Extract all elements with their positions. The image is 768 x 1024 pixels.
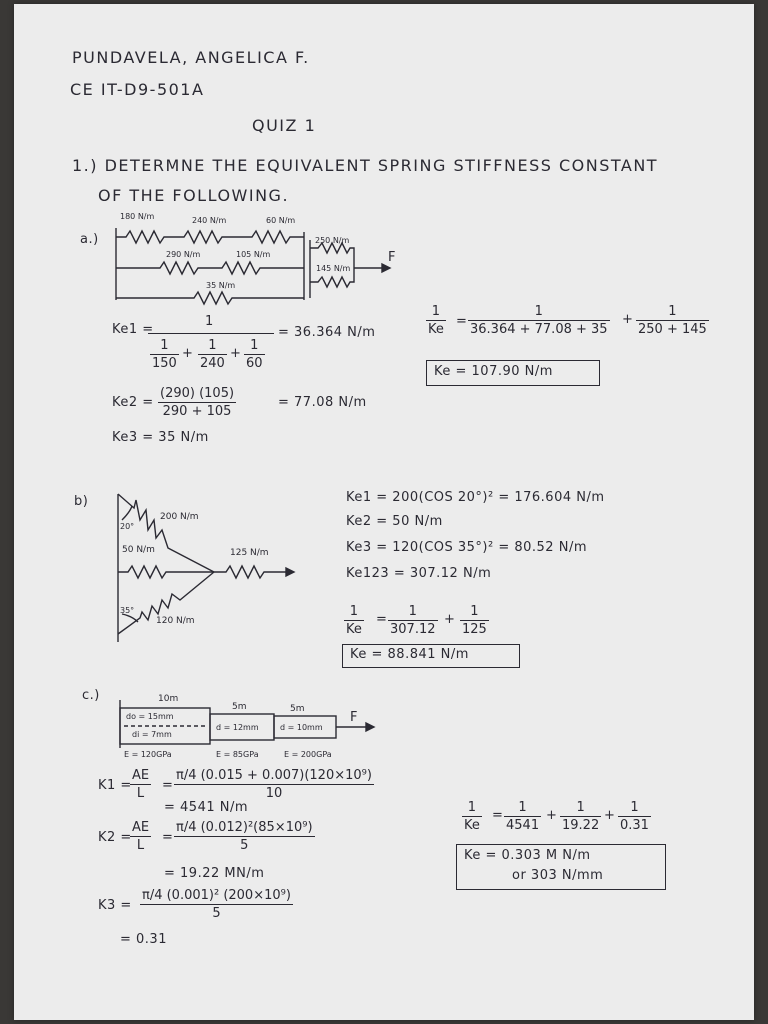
a-eq-term-1: $\frac{1}{36.364 + 77.08 + 35}$ (470, 304, 608, 337)
k1-fraction: $\frac{\text{π/4 (0.015 + 0.007)(120×10⁹)}}{10}$ (176, 768, 372, 801)
angle-label-b2: 35° (120, 606, 135, 615)
ke1-term-1: $\frac{1}{150}$ (152, 338, 177, 371)
modulus-1: E = 120GPa (124, 750, 172, 759)
b-line-4: Ke123 = 307.12 N/m (346, 566, 492, 581)
quiz-title: QUIZ 1 (252, 116, 317, 135)
plus-sign: + (444, 612, 456, 627)
ke1-numerator: 1 (205, 314, 214, 329)
spring-label-a3: 60 N/m (266, 216, 296, 225)
ke1-result: = 36.364 N/m (278, 325, 376, 340)
plus-sign: + (622, 312, 634, 327)
ke2-fraction: $\frac{(290) (105)}{290 + 105}$ (160, 386, 235, 419)
problem-line-1: 1.) DETERMNE THE EQUIVALENT SPRING STIFFNESS CONSTANT (72, 156, 659, 175)
k1-lhs: K1 = (98, 778, 132, 793)
seg1-outer-diameter: do = 15mm (126, 712, 174, 721)
k1-ae-over-l: $\frac{AE}{L}$ (132, 768, 150, 801)
k3-result: = 0.31 (120, 932, 167, 947)
answer-b: Ke = 88.841 N/m (350, 647, 469, 662)
spring-label-b1: 200 N/m (160, 512, 199, 522)
modulus-2: E = 85GPa (216, 750, 259, 759)
ke1-term-2: $\frac{1}{240}$ (200, 338, 225, 371)
spring-label-a6: 105 N/m (236, 250, 271, 259)
answer-c-line-2: or 303 N/mm (512, 868, 604, 883)
plus-sign: + (230, 346, 242, 361)
k3-fraction: $\frac{\text{π/4 (0.001)² (200×10⁹)}}{5}$ (142, 888, 291, 921)
equals-sign: = (162, 778, 174, 793)
spring-label-a1: 180 N/m (120, 212, 155, 221)
answer-a: Ke = 107.90 N/m (434, 364, 553, 379)
spring-label-a8: 35 N/m (206, 281, 236, 290)
spring-label-b3: 125 N/m (230, 548, 269, 558)
angle-label-b1: 20° (120, 522, 135, 531)
equals-sign: = (456, 314, 468, 329)
spring-label-a2: 240 N/m (192, 216, 227, 225)
spring-label-a4: 250 N/m (315, 236, 350, 245)
length-label-2: 5m (232, 702, 247, 712)
force-label-c: F (350, 710, 358, 725)
a-eq-term-2: $\frac{1}{250 + 145}$ (638, 304, 707, 337)
length-label-3: 5m (290, 704, 305, 714)
force-label-a: F (388, 250, 396, 265)
b-eq-lhs: $\frac{1}{Ke}$ (346, 604, 362, 637)
part-a-label: a.) (80, 232, 99, 247)
length-label-1: 10m (158, 694, 179, 704)
student-name: PUNDAVELA, ANGELICA F. (72, 48, 310, 67)
b-line-3: Ke3 = 120(COS 35°)² = 80.52 N/m (346, 540, 587, 555)
ke3-line: Ke3 = 35 N/m (112, 430, 209, 445)
k3-lhs: K3 = (98, 898, 132, 913)
answer-c-line-1: Ke = 0.303 M N/m (464, 848, 591, 863)
seg3-diameter: d = 10mm (280, 723, 323, 732)
k1-result: = 4541 N/m (164, 800, 249, 815)
plus-sign: + (182, 346, 194, 361)
k2-fraction: $\frac{\text{π/4 (0.012)²(85×10⁹)}}{5}$ (176, 820, 313, 853)
ke1-term-3: $\frac{1}{60}$ (246, 338, 263, 371)
c-eq-term-3: $\frac{1}{0.31}$ (620, 800, 649, 833)
problem-line-2: OF THE FOLLOWING. (98, 186, 290, 205)
equals-sign: = (492, 808, 504, 823)
seg2-diameter: d = 12mm (216, 723, 259, 732)
c-eq-lhs: $\frac{1}{Ke}$ (464, 800, 480, 833)
b-eq-term-2: $\frac{1}{125}$ (462, 604, 487, 637)
part-c-label: c.) (82, 688, 100, 703)
k2-lhs: K2 = (98, 830, 132, 845)
ke2-lhs: Ke2 = (112, 395, 154, 410)
b-line-2: Ke2 = 50 N/m (346, 514, 443, 529)
ke2-result: = 77.08 N/m (278, 395, 367, 410)
spring-label-b4: 120 N/m (156, 616, 195, 626)
b-eq-term-1: $\frac{1}{307.12}$ (390, 604, 436, 637)
c-eq-term-2: $\frac{1}{19.22}$ (562, 800, 600, 833)
k2-result: = 19.22 MN/m (164, 866, 265, 881)
spring-label-b2: 50 N/m (122, 545, 155, 555)
equals-sign: = (162, 830, 174, 845)
spring-label-a5: 290 N/m (166, 250, 201, 259)
part-b-label: b) (74, 494, 89, 509)
k2-ae-over-l: $\frac{AE}{L}$ (132, 820, 150, 853)
b-line-1: Ke1 = 200(COS 20°)² = 176.604 N/m (346, 490, 605, 505)
a-eq-lhs: $\frac{1}{Ke}$ (428, 304, 444, 337)
ke1-lhs: Ke1 = (112, 322, 154, 337)
spring-label-a7: 145 N/m (316, 264, 351, 273)
equals-sign: = (376, 612, 388, 627)
c-eq-term-1: $\frac{1}{4541}$ (506, 800, 540, 833)
plus-sign: + (546, 808, 558, 823)
section-code: CE IT-D9-501A (70, 80, 205, 99)
plus-sign: + (604, 808, 616, 823)
modulus-3: E = 200GPa (284, 750, 332, 759)
seg1-inner-diameter: di = 7mm (132, 730, 172, 739)
